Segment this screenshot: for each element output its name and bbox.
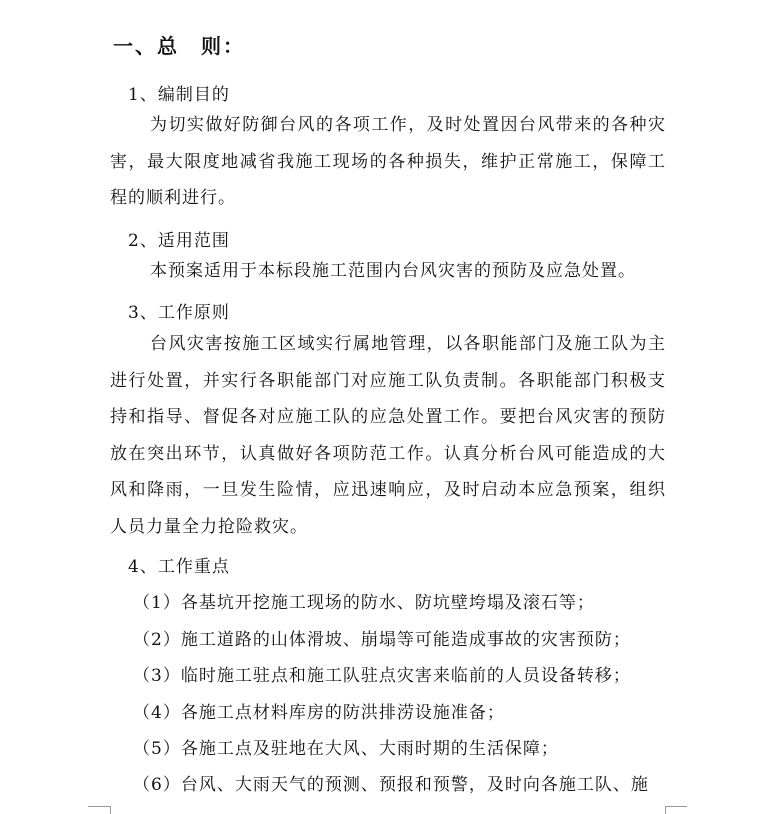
section-title-purpose: 1、编制目的 [128,85,230,105]
crop-mark-right-vertical [665,806,666,814]
chapter-heading: 一、总 则： [113,34,245,58]
section-title-scope: 2、适用范围 [128,231,230,251]
key-point-item: （4）各施工点材料库房的防洪排涝设施准备； [133,703,505,723]
crop-mark-left-vertical [110,806,111,814]
section-title-key-points: 4、工作重点 [128,557,230,577]
key-point-item: （5）各施工点及驻地在大风、大雨时期的生活保障； [133,739,559,759]
section-text-principles: 台风灾害按施工区域实行属地管理，以各职能部门及施工队为主进行处置，并实行各职能部门对应施工队负责制。各职能部门积极支持和指导、督促各对应施工队的应急处置工作。要把台风灾害的预防放在突出环节，认真做好各项防范工作。认真分析台风可能造成的大风和降雨，一旦发生险情，应迅速响应，及时启动本应急预案，组织人员力量全力抢险救灾。 [110,334,666,537]
key-point-item: （1）各基坑开挖施工现场的防水、防坑壁垮塌及滚石等； [133,593,595,613]
key-point-item: （6）台风、大雨天气的预测、预报和预警，及时向各施工队、施 [133,775,649,795]
section-title-principles: 3、工作原则 [128,303,230,323]
crop-mark-right-horizontal [665,806,687,807]
crop-mark-left-horizontal [88,806,110,807]
section-text-purpose: 为切实做好防御台风的各项工作，及时处置因台风带来的各种灾害，最大限度地减省我施工现场的各种损失，维护正常施工，保障工程的顺利进行。 [110,115,666,208]
key-point-item: （3）临时施工驻点和施工队驻点灾害来临前的人员设备转移； [133,666,631,686]
section-text-scope: 本预案适用于本标段施工范围内台风灾害的预防及应急处置。 [150,261,636,281]
key-point-item: （2）施工道路的山体滑坡、崩塌等可能造成事故的灾害预防； [133,630,631,650]
